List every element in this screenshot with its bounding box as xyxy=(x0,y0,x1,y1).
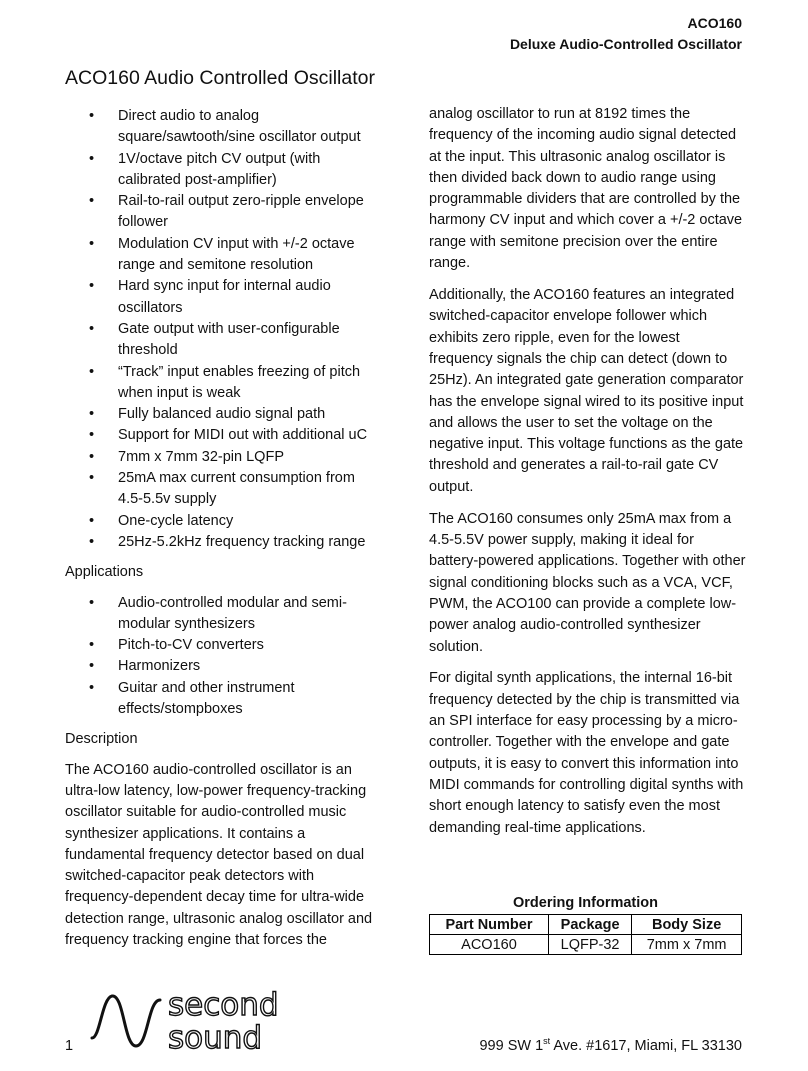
description-paragraph: The ACO160 audio-controlled oscillator is an ultra-low latency, low-power frequency-tracking oscillator suitable for audio-controlled music synthesizer applications. It contains a fundamental frequency detector based on dual switched-capacitor peak detectors with frequency-dependent decay time for ultra-wide detection range, ultrasonic analog oscillator and frequency tracking engine that forces the xyxy=(65,761,373,948)
feature-list xyxy=(65,106,383,553)
page-title: ACO160 Audio Controlled Oscillator xyxy=(65,67,375,89)
list-item: • Direct audio to analog square/sawtooth/sine oscillator output xyxy=(65,106,383,149)
header-subtitle: Deluxe Audio-Controlled Oscillator xyxy=(509,36,742,52)
list-item: • Pitch-to-CV converters xyxy=(65,635,383,656)
list-item: • 1V/octave pitch CV output (with calibrated post-amplifier) xyxy=(65,149,383,192)
list-item: • 25Hz-5.2kHz frequency tracking range xyxy=(65,532,383,553)
list-item: • “Track” input enables freezing of pitch when input is weak xyxy=(65,362,383,405)
table-header-row xyxy=(430,915,742,935)
left-column xyxy=(65,106,383,962)
table-row xyxy=(430,935,742,955)
list-item: • Guitar and other instrument effects/stompboxes xyxy=(65,678,383,721)
list-item: • 25mA max current consumption from 4.5-5.5v supply xyxy=(65,468,383,511)
table-cell: ACO160 xyxy=(430,935,549,955)
list-item: • Modulation CV input with +/-2 octave range and semitone resolution xyxy=(65,234,383,277)
applications-list xyxy=(65,593,383,721)
ordering-table xyxy=(429,914,742,955)
list-item: • One-cycle latency xyxy=(65,511,383,532)
header-product: ACO160 xyxy=(687,15,742,31)
second-sound-logo xyxy=(90,988,295,1054)
table-cell: LQFP-32 xyxy=(548,935,631,955)
page-number: 1 xyxy=(65,1038,74,1054)
column-header: Body Size xyxy=(632,915,742,935)
table-cell: 7mm x 7mm xyxy=(632,935,742,955)
right-column xyxy=(429,104,747,850)
column-header: Part Number xyxy=(430,915,549,935)
description-paragraph: Additionally, the ACO160 features an integrated switched-capacitor envelope follower which exhibits zero ripple, even for the lowest frequency signals the chip can detect (down to 25Hz). An integrated gate generation comparator has the envelope signal wired to its positive input and allows the user to set the voltage on the negative input. This voltage functions as the gate threshold and generates a rail-to-rail gate CV output. xyxy=(429,287,744,495)
column-header: Package xyxy=(548,915,631,935)
list-item: • 7mm x 7mm 32-pin LQFP xyxy=(65,447,383,468)
list-item: • Support for MIDI out with additional uC xyxy=(65,425,383,446)
sine-wave-icon xyxy=(92,996,160,1046)
list-item: • Audio-controlled modular and semi-modular synthesizers xyxy=(65,593,383,636)
ordering-title: Ordering Information xyxy=(513,895,658,911)
list-item: • Gate output with user-configurable threshold xyxy=(65,319,383,362)
description-heading: Description xyxy=(65,731,138,748)
logo-text-sound: sound xyxy=(168,1020,263,1054)
address-street: 999 SW 1 xyxy=(479,1037,544,1054)
description-paragraph: analog oscillator to run at 8192 times the frequency of the incoming audio signal detected at the input. This ultrasonic analog oscillator is then divided back down to audio range using programmable dividers that are controlled by the harmony CV input and which cover a +/-2 octave range with semitone precision over the entire range. xyxy=(429,106,743,272)
list-item: • Fully balanced audio signal path xyxy=(65,404,383,425)
description-paragraph: For digital synth applications, the internal 16-bit frequency detected by the chip is transmitted via an SPI interface for easy processing by a micro-controller. Together with the envelope and gate outputs, it is easy to convert this information into MIDI commands for controlling digital synths with short enough latency to satisfy even the most demanding real-time applications. xyxy=(429,670,744,836)
applications-heading: Applications xyxy=(65,564,144,581)
list-item: • Harmonizers xyxy=(65,656,383,677)
description-paragraph: The ACO160 consumes only 25mA max from a 4.5-5.5V power supply, making it ideal for battery-powered applications. Together with other signal conditioning blocks such as a VCA, VCF, PWM, the ACO100 can provide a complete low-power analog audio-controlled synthesizer solution. xyxy=(429,510,746,655)
list-item: • Hard sync input for internal audio oscillators xyxy=(65,276,383,319)
company-address xyxy=(479,1036,742,1054)
ordering-information xyxy=(429,895,742,955)
list-item: • Rail-to-rail output zero-ripple envelope follower xyxy=(65,191,383,234)
address-city: Ave. #1617, Miami, FL 33130 xyxy=(550,1037,742,1054)
logo-text-second: second xyxy=(168,988,279,1023)
address-ordinal: st xyxy=(543,1036,551,1046)
